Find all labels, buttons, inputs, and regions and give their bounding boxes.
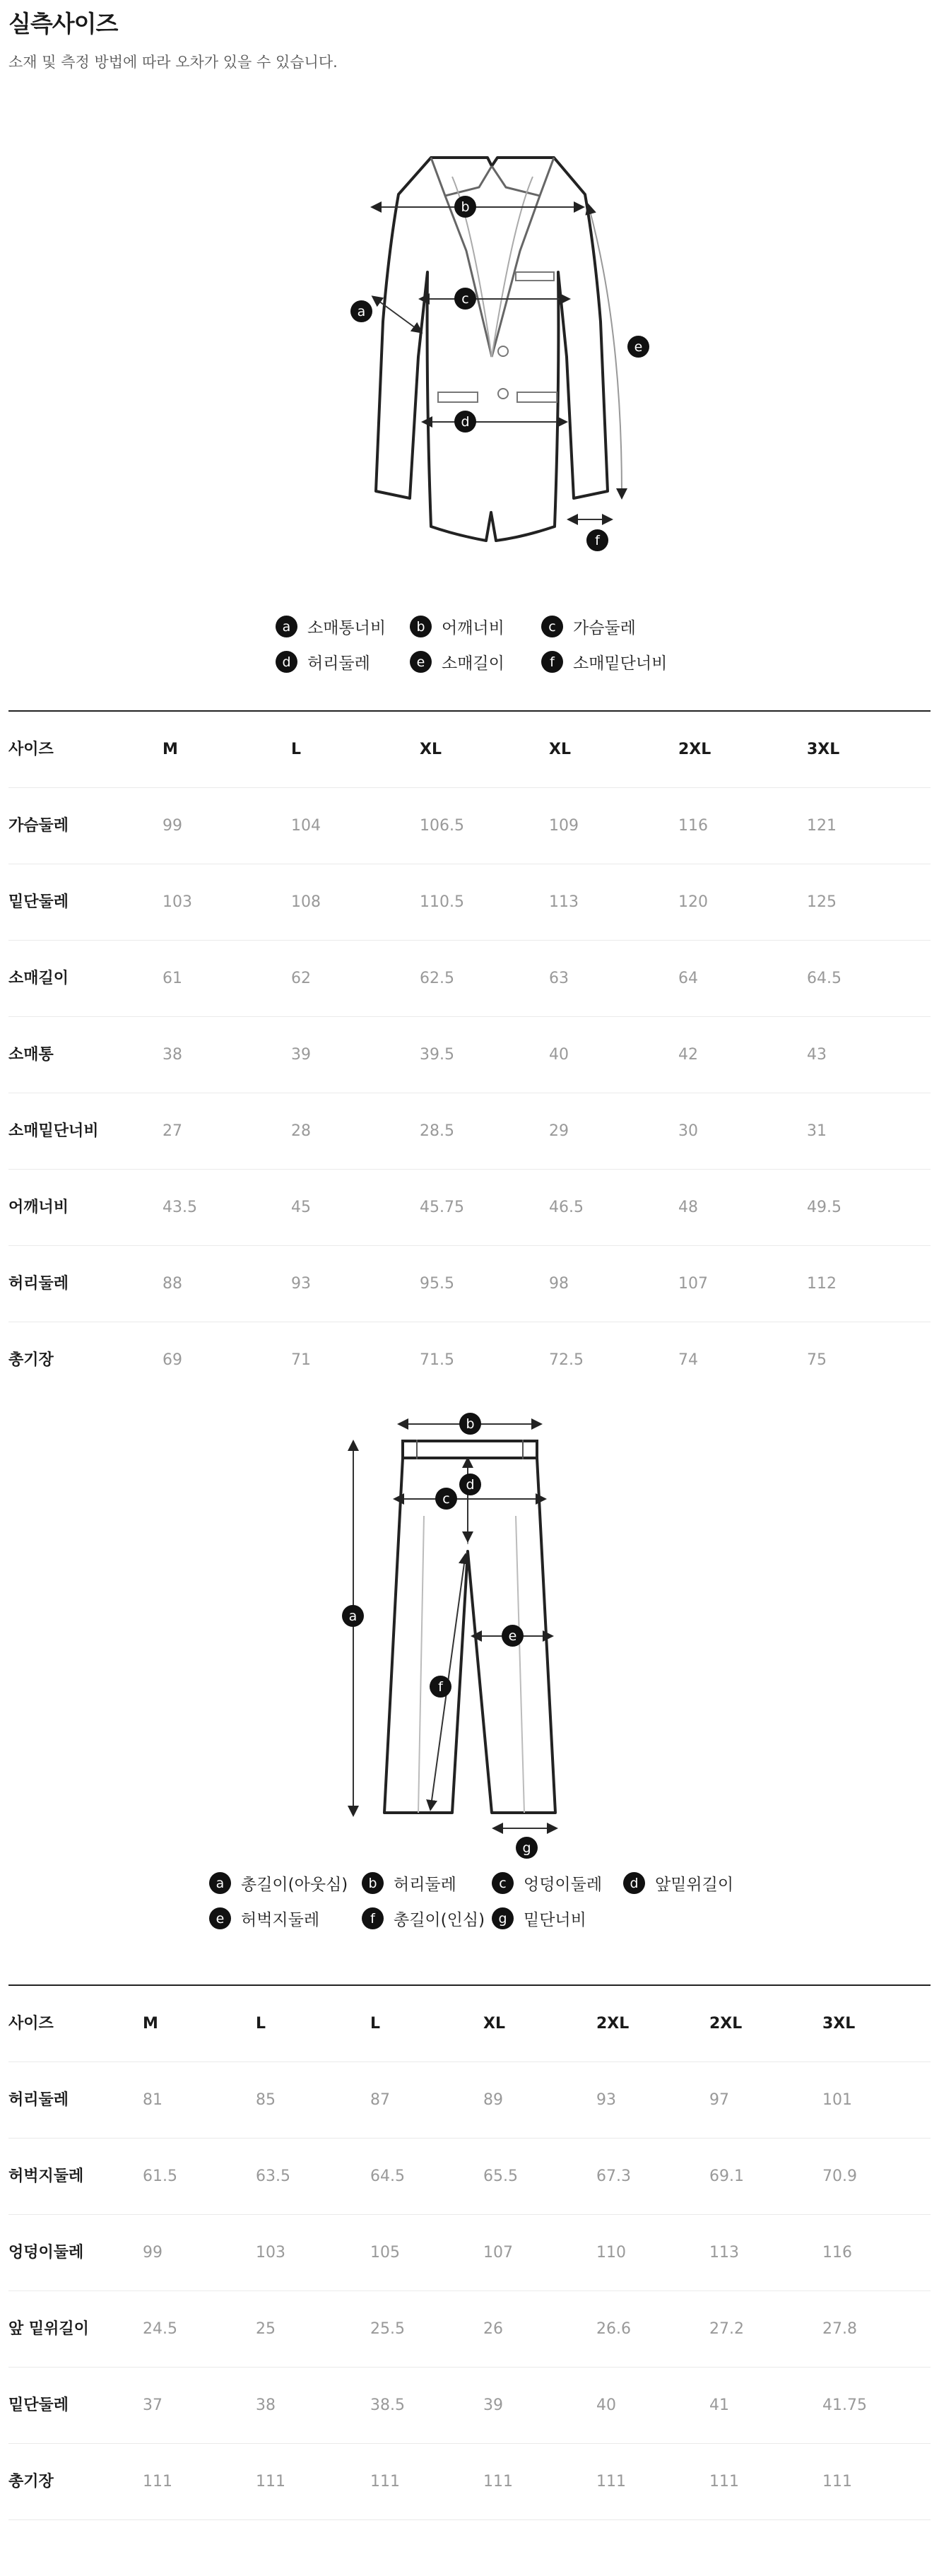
- row-label: 어깨너비: [8, 1199, 69, 1216]
- table-cell: 64.5: [370, 2168, 405, 2185]
- row-label: 총기장: [8, 1351, 54, 1369]
- legend-key: f: [541, 651, 563, 673]
- marker-a: a: [342, 1605, 364, 1627]
- table-cell: 98: [549, 1275, 569, 1293]
- table-cell: 120: [678, 893, 708, 911]
- table-cell: 24.5: [143, 2320, 177, 2338]
- legend-label: 밑단너비: [524, 1911, 586, 1929]
- table-cell: 74: [678, 1351, 698, 1369]
- legend-label: 엉덩이둘레: [524, 1876, 603, 1894]
- table-cell: 93: [596, 2091, 616, 2109]
- legend-label: 총길이(인심): [394, 1911, 485, 1929]
- table-cell: 38: [163, 1046, 182, 1064]
- legend-key: a: [209, 1872, 231, 1894]
- row-label: 밑단둘레: [8, 2396, 69, 2414]
- pants-waistband: [403, 1441, 537, 1458]
- table-cell: 45.75: [420, 1199, 464, 1216]
- table-cell: 45: [291, 1199, 311, 1216]
- table-cell: 63.5: [256, 2168, 290, 2185]
- table-row: [8, 2444, 931, 2520]
- table-header-cell: L: [370, 2015, 381, 2033]
- table-cell: 110.5: [420, 893, 464, 911]
- legend-item: [410, 650, 504, 674]
- table-cell: 64: [678, 970, 698, 987]
- jacket-button-icon: [498, 346, 508, 356]
- legend-item: [209, 1907, 319, 1930]
- marker-e: e: [627, 336, 649, 358]
- table-cell: 25: [256, 2320, 276, 2338]
- row-label: 총기장: [8, 2473, 54, 2490]
- table-cell: 28: [291, 1122, 311, 1140]
- table-cell: 101: [822, 2091, 852, 2109]
- legend-item: [623, 1871, 733, 1895]
- pants-diagram: [325, 1396, 608, 1862]
- table-cell: 107: [678, 1275, 708, 1293]
- table-cell: 62: [291, 970, 311, 987]
- table-header-cell: L: [291, 741, 302, 758]
- legend-label: 허벅지둘레: [241, 1911, 320, 1929]
- table-cell: 27.8: [822, 2320, 857, 2338]
- row-label: 허리둘레: [8, 1275, 69, 1293]
- legend-label: 가슴둘레: [573, 619, 636, 637]
- legend-item: [276, 615, 386, 638]
- table-cell: 25.5: [370, 2320, 405, 2338]
- legend-label: 허리둘레: [307, 654, 370, 673]
- table-header-row: [8, 712, 931, 788]
- table-cell: 38: [256, 2396, 276, 2414]
- table-cell: 103: [256, 2244, 285, 2262]
- table-cell: 43: [807, 1046, 827, 1064]
- table-cell: 70.9: [822, 2168, 857, 2185]
- legend-item: [209, 1871, 348, 1895]
- table-cell: 26: [483, 2320, 503, 2338]
- table-row: [8, 1170, 931, 1246]
- jacket-lapel: [431, 158, 554, 357]
- table-cell: 93: [291, 1275, 311, 1293]
- row-label: 허벅지둘레: [8, 2168, 84, 2185]
- legend-key: e: [410, 651, 432, 673]
- marker-a: a: [350, 300, 372, 322]
- legend-key: a: [276, 616, 297, 637]
- table-cell: 116: [822, 2244, 852, 2262]
- table-cell: 29: [549, 1122, 569, 1140]
- legend-key: b: [362, 1872, 384, 1894]
- legend-label: 앞밑위길이: [655, 1876, 734, 1894]
- table-cell: 116: [678, 817, 708, 835]
- row-label: 소매길이: [8, 970, 69, 987]
- table-cell: 72.5: [549, 1351, 584, 1369]
- legend-item: [492, 1871, 602, 1895]
- table-cell: 89: [483, 2091, 503, 2109]
- table-row: [8, 2368, 931, 2444]
- marker-f: f: [430, 1676, 451, 1698]
- marker-d: d: [454, 411, 476, 433]
- legend-item: [492, 1907, 586, 1930]
- table-row: [8, 788, 931, 864]
- table-header-cell: M: [143, 2015, 158, 2033]
- table-cell: 42: [678, 1046, 698, 1064]
- legend-key: d: [623, 1872, 645, 1894]
- table-cell: 112: [807, 1275, 837, 1293]
- table-row: [8, 941, 931, 1017]
- table-row: [8, 1017, 931, 1093]
- legend-item: [276, 650, 370, 674]
- table-cell: 85: [256, 2091, 276, 2109]
- table-header-cell: XL: [549, 741, 571, 758]
- table-row: [8, 1246, 931, 1322]
- table-cell: 106.5: [420, 817, 464, 835]
- table-cell: 48: [678, 1199, 698, 1216]
- table-cell: 95.5: [420, 1275, 454, 1293]
- legend-label: 소매통너비: [307, 619, 386, 637]
- table-row: [8, 2291, 931, 2368]
- table-cell: 111: [709, 2473, 739, 2490]
- table-header-cell: M: [163, 741, 178, 758]
- marker-g: g: [516, 1837, 538, 1859]
- legend-label: 어깨너비: [442, 619, 504, 637]
- table-cell: 69: [163, 1351, 182, 1369]
- marker-c: c: [435, 1488, 457, 1510]
- jacket-pocket-right: [517, 392, 557, 402]
- table-cell: 111: [143, 2473, 172, 2490]
- table-cell: 71: [291, 1351, 311, 1369]
- jacket-size-table: [8, 710, 931, 1398]
- legend-key: b: [410, 616, 432, 637]
- legend-label: 총길이(아웃심): [241, 1876, 348, 1894]
- table-cell: 37: [143, 2396, 163, 2414]
- marker-f: f: [586, 529, 608, 551]
- table-cell: 108: [291, 893, 321, 911]
- table-cell: 63: [549, 970, 569, 987]
- table-header-cell: 사이즈: [8, 741, 54, 758]
- jacket-legend: [276, 615, 699, 686]
- table-cell: 28.5: [420, 1122, 454, 1140]
- row-label: 허리둘레: [8, 2091, 69, 2109]
- legend-label: 소매밑단너비: [573, 654, 668, 673]
- table-cell: 75: [807, 1351, 827, 1369]
- table-cell: 97: [709, 2091, 729, 2109]
- table-cell: 26.6: [596, 2320, 631, 2338]
- table-cell: 46.5: [549, 1199, 584, 1216]
- table-cell: 99: [163, 817, 182, 835]
- pants-crease: [418, 1516, 524, 1813]
- legend-key: e: [209, 1907, 231, 1929]
- table-cell: 103: [163, 893, 192, 911]
- table-row: [8, 2139, 931, 2215]
- table-cell: 62.5: [420, 970, 454, 987]
- table-cell: 61: [163, 970, 182, 987]
- table-row: [8, 2062, 931, 2139]
- table-cell: 113: [709, 2244, 739, 2262]
- table-cell: 49.5: [807, 1199, 841, 1216]
- table-cell: 111: [483, 2473, 513, 2490]
- table-cell: 30: [678, 1122, 698, 1140]
- row-label: 소매밑단너비: [8, 1122, 99, 1140]
- pants-legend: [209, 1871, 760, 1942]
- marker-e: e: [502, 1625, 524, 1647]
- legend-item: [541, 650, 667, 674]
- table-cell: 111: [370, 2473, 400, 2490]
- table-cell: 39: [483, 2396, 503, 2414]
- table-header-row: [8, 1986, 931, 2062]
- table-cell: 69.1: [709, 2168, 744, 2185]
- table-cell: 125: [807, 893, 837, 911]
- table-header-cell: 사이즈: [8, 2015, 54, 2033]
- pants-size-table: [8, 1984, 931, 2520]
- jacket-pocket-left: [438, 392, 478, 402]
- marker-b: b: [459, 1413, 481, 1435]
- table-cell: 88: [163, 1275, 182, 1293]
- table-cell: 104: [291, 817, 321, 835]
- table-row: [8, 1093, 931, 1170]
- page-title: 실측사이즈: [8, 10, 118, 37]
- page-subtitle: 소재 및 측정 방법에 따라 오차가 있을 수 있습니다.: [8, 54, 338, 71]
- table-cell: 110: [596, 2244, 626, 2262]
- table-cell: 121: [807, 817, 837, 835]
- table-cell: 99: [143, 2244, 163, 2262]
- jacket-button-icon: [498, 389, 508, 399]
- table-cell: 113: [549, 893, 579, 911]
- table-cell: 105: [370, 2244, 400, 2262]
- table-header-cell: 3XL: [822, 2015, 856, 2033]
- marker-b: b: [454, 196, 476, 218]
- legend-item: [362, 1907, 485, 1930]
- table-cell: 87: [370, 2091, 390, 2109]
- table-header-cell: 2XL: [596, 2015, 630, 2033]
- row-label: 앞 밑위길이: [8, 2320, 89, 2338]
- table-cell: 31: [807, 1122, 827, 1140]
- table-cell: 41: [709, 2396, 729, 2414]
- table-cell: 38.5: [370, 2396, 405, 2414]
- table-header-cell: XL: [483, 2015, 505, 2033]
- table-cell: 109: [549, 817, 579, 835]
- table-cell: 39.5: [420, 1046, 454, 1064]
- table-cell: 107: [483, 2244, 513, 2262]
- legend-label: 소매길이: [442, 654, 504, 673]
- marker-d: d: [459, 1474, 481, 1495]
- jacket-diagram: [311, 145, 678, 569]
- table-cell: 111: [822, 2473, 852, 2490]
- table-row: [8, 1322, 931, 1398]
- table-cell: 40: [596, 2396, 616, 2414]
- jacket-chest-pocket: [516, 272, 554, 281]
- table-cell: 27.2: [709, 2320, 744, 2338]
- legend-key: c: [541, 616, 563, 637]
- table-header-cell: XL: [420, 741, 442, 758]
- table-cell: 111: [596, 2473, 626, 2490]
- table-header-cell: L: [256, 2015, 266, 2033]
- table-cell: 61.5: [143, 2168, 177, 2185]
- row-label: 밑단둘레: [8, 893, 69, 911]
- marker-c: c: [454, 288, 476, 310]
- table-header-cell: 3XL: [807, 741, 840, 758]
- row-label: 가슴둘레: [8, 817, 69, 835]
- table-cell: 65.5: [483, 2168, 518, 2185]
- jacket-outline: [376, 158, 608, 541]
- table-cell: 43.5: [163, 1199, 197, 1216]
- legend-key: g: [492, 1907, 514, 1929]
- table-cell: 27: [163, 1122, 182, 1140]
- table-cell: 40: [549, 1046, 569, 1064]
- table-cell: 67.3: [596, 2168, 631, 2185]
- table-cell: 41.75: [822, 2396, 867, 2414]
- legend-item: [362, 1871, 456, 1895]
- table-header-cell: 2XL: [678, 741, 711, 758]
- legend-key: f: [362, 1907, 384, 1929]
- legend-key: d: [276, 651, 297, 673]
- table-cell: 111: [256, 2473, 285, 2490]
- legend-key: c: [492, 1872, 514, 1894]
- legend-label: 허리둘레: [394, 1876, 456, 1894]
- table-cell: 64.5: [807, 970, 841, 987]
- table-cell: 71.5: [420, 1351, 454, 1369]
- legend-item: [541, 615, 636, 638]
- table-cell: 39: [291, 1046, 311, 1064]
- table-header-cell: 2XL: [709, 2015, 743, 2033]
- row-label: 소매통: [8, 1046, 54, 1064]
- table-row: [8, 2215, 931, 2291]
- legend-item: [410, 615, 504, 638]
- row-label: 엉덩이둘레: [8, 2244, 84, 2262]
- table-row: [8, 864, 931, 941]
- table-cell: 81: [143, 2091, 163, 2109]
